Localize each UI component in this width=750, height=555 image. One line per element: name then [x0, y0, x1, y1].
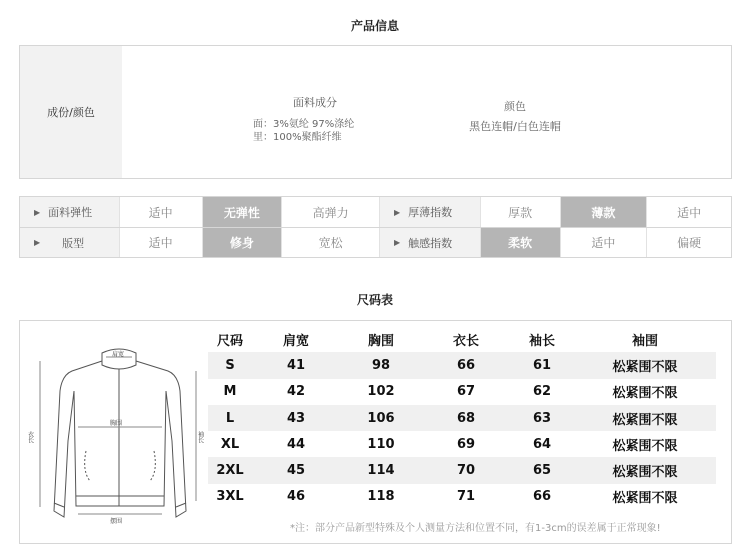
color-heading: 颜色: [504, 100, 526, 113]
color-value: 黑色连帽/白色连帽: [469, 120, 561, 133]
touch-option: 偏硬: [677, 236, 702, 250]
sleeve-label: 袖长: [196, 431, 204, 443]
table-row: 3XL 46 118 71 66 松紧围不限: [216, 489, 678, 507]
fit-option: 适中: [120, 228, 203, 257]
fit-option: 宽松: [282, 228, 380, 257]
col-header: 尺码: [216, 333, 243, 349]
elasticity-option: 高弹力: [282, 197, 380, 227]
triangle-icon: ▶: [34, 238, 41, 247]
col-header: 衣长: [452, 333, 479, 349]
color-info: [440, 98, 590, 134]
thickness-option: 厚款: [481, 197, 561, 227]
attr-row: [20, 227, 731, 257]
col-header: 肩宽: [282, 333, 309, 349]
fabric-lining: 里：100%聚酯纤维: [253, 132, 342, 143]
col-header: 袖长: [528, 333, 555, 349]
jacket-diagram: [24, 331, 214, 541]
table-row: 2XL 45 114 70 65 松紧围不限: [208, 457, 716, 483]
size-table: [208, 326, 716, 510]
thickness-option: 适中: [677, 205, 702, 220]
table-row: L 43 106 68 63 松紧围不限: [208, 405, 716, 431]
measurement-note: *注：部分产品新型特殊及个人测量方法和位置不同，有1-3cm的误差属于正常现象!: [290, 523, 661, 534]
elasticity-option: 适中: [120, 197, 203, 227]
length-label: 衣长: [26, 431, 34, 443]
fabric-composition: [245, 94, 385, 144]
attributes-grid: [19, 196, 732, 258]
touch-option-selected: 柔软: [481, 228, 561, 257]
thickness-label: ▶ 厚薄指数: [380, 197, 481, 227]
hem-label: 摆围: [110, 518, 123, 525]
triangle-icon: ▶: [394, 207, 401, 217]
table-row: S 41 98 66 61 松紧围不限: [208, 352, 716, 378]
col-header: 胸围: [367, 333, 394, 349]
col-header: 袖围: [631, 333, 658, 349]
fit-label: ▶ 版型: [20, 228, 120, 257]
fabric-heading: 面料成分: [293, 96, 337, 109]
fabric-outer: 面：3%氨纶 97%涤纶: [253, 119, 355, 130]
chest-label: 胸围: [110, 420, 123, 427]
touch-label: ▶ 触感指数: [380, 228, 481, 257]
size-chart-box: [19, 320, 732, 544]
shoulder-label: 肩宽: [112, 351, 125, 358]
size-chart-title: 尺码表: [356, 293, 393, 307]
product-info-title: 产品信息: [350, 19, 399, 33]
table-row: XL 44 110 69 64 松紧围不限: [220, 436, 678, 454]
composition-color-label: 成份/颜色: [20, 46, 122, 178]
table-row: M 42 102 67 62 松紧围不限: [223, 384, 678, 402]
touch-option: 适中: [561, 228, 648, 257]
elasticity-label: ▶ 面料弹性: [20, 197, 120, 227]
triangle-icon: ▶: [394, 238, 401, 247]
product-info-box: [19, 45, 732, 179]
fit-option-selected: 修身: [203, 228, 283, 257]
triangle-icon: ▶: [34, 207, 41, 217]
attr-row: [20, 197, 731, 227]
size-table-header: [208, 326, 716, 352]
thickness-option-selected: 薄款: [561, 197, 648, 227]
elasticity-option-selected: 无弹性: [203, 197, 283, 227]
